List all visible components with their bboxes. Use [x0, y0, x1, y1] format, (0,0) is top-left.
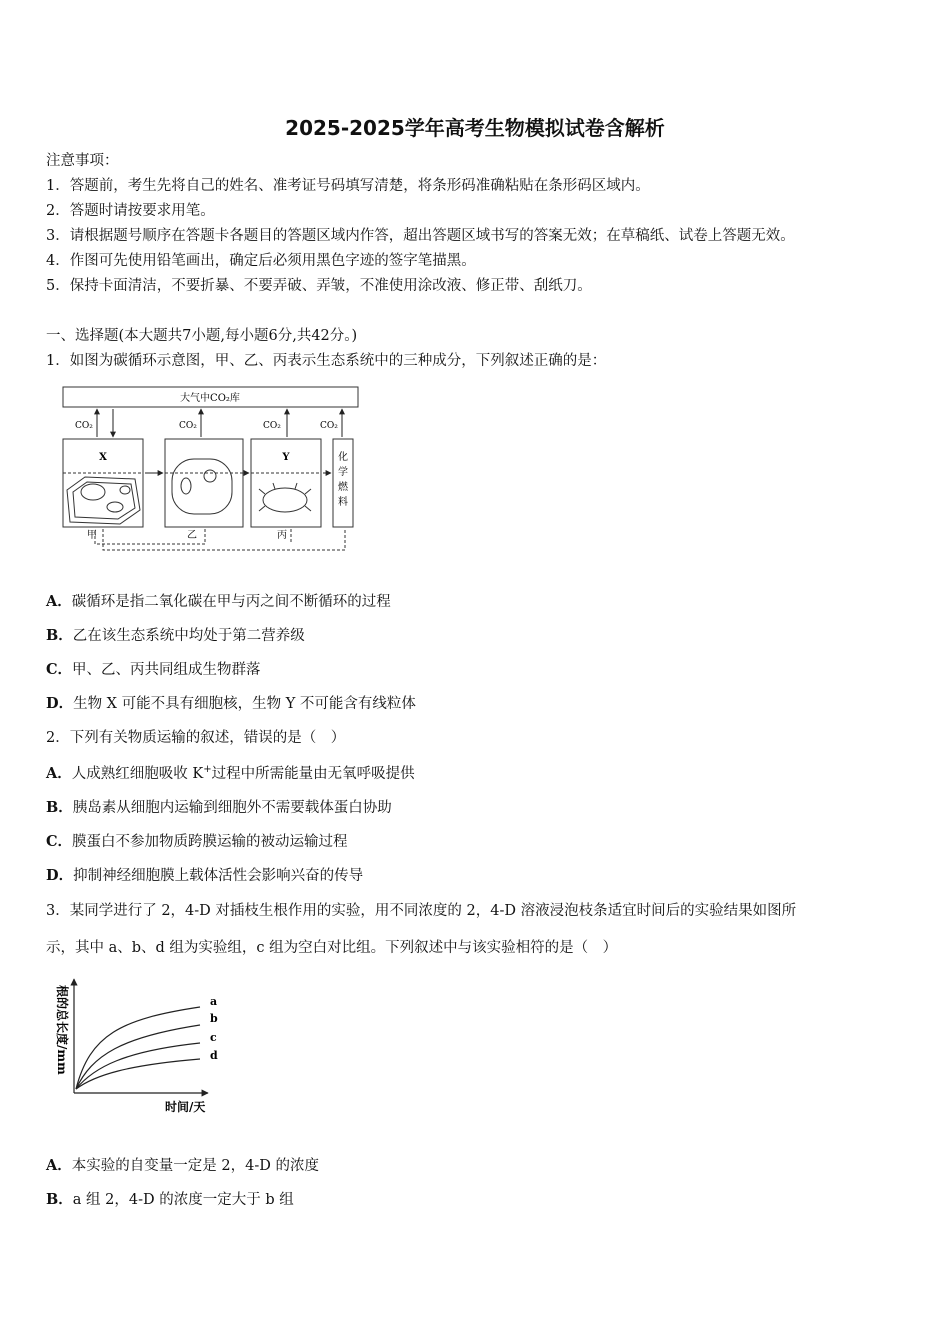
curve-c-label: c: [210, 1031, 217, 1044]
curve-a-label: a: [210, 995, 218, 1008]
fuel-char-4: 料: [338, 497, 348, 508]
carbon-cycle-diagram: [55, 382, 375, 557]
co2-label-1: CO₂: [75, 421, 93, 431]
x-axis-label: 时间/天: [165, 1100, 206, 1114]
y-axis-label: 根的总长度/mm: [55, 985, 69, 1075]
q1-option-d: D．生物 X 可能不具有细胞核，生物 Y 不可能含有线粒体: [46, 695, 416, 712]
curve-b-label: b: [210, 1012, 218, 1025]
atmosphere-label: 大气中CO₂库: [180, 393, 240, 404]
q3-option-b: B．a 组 2，4-D 的浓度一定大于 b 组: [46, 1191, 294, 1208]
label-jia: 甲: [87, 530, 97, 541]
fuel-char-3: 燃: [338, 482, 348, 493]
q2-option-a: A．人成熟红细胞吸收 K+过程中所需能量由无氧呼吸提供: [46, 764, 415, 782]
curve-a: [76, 1007, 200, 1089]
q1-option-a: A．碳循环是指二氧化碳在甲与丙之间不断循环的过程: [46, 593, 391, 610]
curve-b: [76, 1025, 200, 1089]
q1-option-b: B．乙在该生态系统中均处于第二营养级: [46, 627, 305, 644]
curve-d-label: d: [210, 1049, 218, 1062]
q2-option-c: C．膜蛋白不参加物质跨膜运输的被动运输过程: [46, 833, 348, 850]
co2-label-4: CO₂: [320, 421, 338, 431]
question-2-stem: 2．下列有关物质运输的叙述，错误的是（ ）: [46, 730, 346, 746]
q2-option-b: B．胰岛素从细胞内运输到细胞外不需要载体蛋白协助: [46, 799, 392, 816]
fuel-char-2: 学: [338, 467, 348, 478]
notice-item-2: 2．答题时请按要求用笔。: [46, 203, 215, 219]
notice-item-5: 5．保持卡面清洁，不要折暴、不要弄破、弄皱，不准使用涂改液、修正带、刮纸刀。: [46, 278, 592, 294]
q2-option-d: D．抑制神经细胞膜上载体活性会影响兴奋的传导: [46, 867, 364, 884]
co2-label-2: CO₂: [179, 421, 197, 431]
page-title: 2025-2025学年高考生物模拟试卷含解析: [285, 116, 665, 140]
box-x-label: X: [99, 452, 107, 463]
notice-heading: 注意事项：: [46, 153, 119, 169]
question-3-stem-1: 3．某同学进行了 2，4-D 对插枝生根作用的实验，用不同浓度的 2，4-D 溶液浸泡枝条适宜时间后的实验结果如图所: [46, 903, 797, 919]
notice-item-4: 4．作图可先使用铅笔画出，确定后必须用黑色字迹的签字笔描黑。: [46, 253, 476, 269]
box-y-label: Y: [282, 452, 290, 463]
curve-c: [76, 1043, 200, 1089]
question-3-stem-2: 示，其中 a、b、d 组为实验组，c 组为空白对比组。下列叙述中与该实验相符的是（ ）: [46, 940, 618, 956]
label-bing: 丙: [277, 530, 287, 541]
notice-item-1: 1．答题前，考生先将自己的姓名、准考证号码填写清楚，将条形码准确粘贴在条形码区域内。: [46, 178, 650, 194]
fuel-char-1: 化: [338, 452, 348, 463]
q1-option-c: C．甲、乙、丙共同组成生物群落: [46, 661, 261, 678]
notice-item-3: 3．请根据题号顺序在答题卡各题目的答题区域内作答，超出答题区域书写的答案无效；在草稿纸、试卷上答题无效。: [46, 228, 795, 244]
label-yi: 乙: [187, 530, 197, 541]
co2-label-3: CO₂: [263, 421, 281, 431]
q3-option-a: A．本实验的自变量一定是 2，4-D 的浓度: [46, 1157, 319, 1174]
root-growth-graph: [50, 975, 230, 1120]
question-1-stem: 1．如图为碳循环示意图，甲、乙、丙表示生态系统中的三种成分，下列叙述正确的是：: [46, 353, 607, 369]
section-heading: 一、选择题(本大题共7小题,每小题6分,共42分。): [46, 328, 358, 344]
